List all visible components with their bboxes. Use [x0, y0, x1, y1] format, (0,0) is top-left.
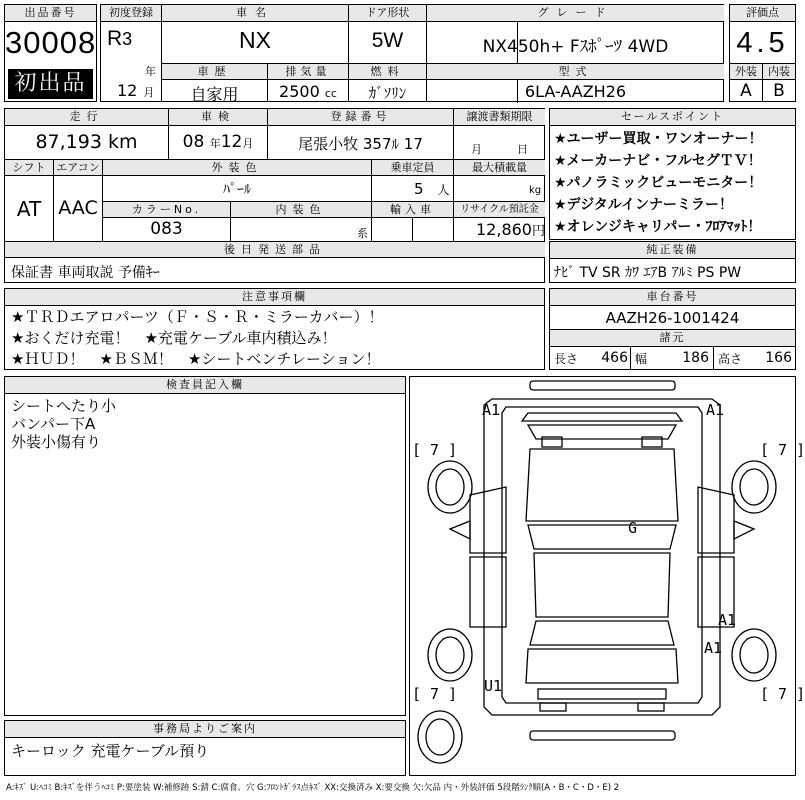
damage-mark: [ 7 ]	[760, 441, 805, 459]
inspector-label: 検査員記入欄	[5, 377, 405, 394]
legend: A:ｷｽﾞ U:ﾍｺﾐ B:ｷｽﾞを伴うﾍｺﾐ P:要塗装 W:補修跡 S:錆 C:腐食、穴 G:ﾌﾛﾝﾄｶﾞﾗｽ点ｷｽﾞ XX:交換済み X:要交換 欠:欠品 内・外装評価 5段階ﾗﾝｸ順(A・B・C・D・E) 2	[6, 783, 620, 793]
inspector-box	[4, 376, 406, 716]
car-name-label: 車名	[162, 5, 348, 21]
inspector-line: バンパー下A	[11, 415, 96, 433]
inspector-line: 外装小傷有り	[11, 433, 102, 451]
inspection-label: 車検	[169, 109, 267, 125]
lot-number-box	[4, 4, 97, 102]
lot-label: 出品番号	[5, 5, 96, 22]
era: R3	[107, 27, 133, 50]
office-label: 事務局よりご案内	[5, 721, 405, 738]
notes-box	[4, 288, 545, 370]
int-color-label: 内装色	[231, 202, 371, 217]
displacement: 2500 cc	[279, 82, 337, 101]
sales-points-label: セールスポイント	[550, 109, 795, 126]
shift-label: シフト	[5, 160, 53, 175]
fuel-label: 燃料	[349, 64, 426, 79]
damage-mark: A1	[482, 401, 501, 419]
damage-mark: U1	[484, 677, 503, 695]
grade: NX450h+ Fｽﾎﾟｰﾂ 4WD	[482, 37, 669, 57]
score-label: 評価点	[730, 5, 795, 22]
ext-color: ﾊﾟｰﾙ	[223, 182, 251, 198]
length: 長さ 466	[554, 350, 628, 366]
notes-lines	[11, 307, 384, 370]
door-label: ドア形状	[349, 5, 426, 21]
history-label: 車歴	[162, 64, 267, 79]
interior-score: B	[773, 81, 785, 101]
fuel: ｶﾞｿﾘﾝ	[368, 84, 407, 102]
sales-point-item: ★ユーザー買取・ワンオーナー！	[554, 131, 763, 147]
chassis-label: 車台番号	[550, 289, 795, 306]
sales-point-item: ★デジタルインナーミラー！	[554, 197, 734, 213]
capacity: 5 人	[414, 180, 450, 198]
registration: 尾張小牧 357ﾙ 17	[298, 135, 423, 153]
exterior-label: 外装	[730, 64, 762, 79]
chassis-box	[549, 288, 796, 330]
dimensions-label: 諸元	[550, 330, 795, 347]
chassis-number: AAZH26-1001424	[605, 309, 740, 327]
door-type: 5W	[371, 29, 404, 52]
car-outline	[410, 377, 795, 775]
recycle-label: リサイクル預託金	[454, 202, 545, 217]
year-suffix: 年	[145, 65, 156, 78]
aircon: AAC	[58, 197, 98, 219]
transfer-day: 日	[517, 143, 528, 156]
damage-mark: A1	[706, 401, 725, 419]
note-line: ★ＨＵＤ！ ★ＢＳＭ！ ★シートベンチレーション！	[11, 350, 381, 368]
first-reg-month: 12 月	[117, 81, 155, 100]
color-no: 083	[150, 219, 183, 239]
sales-point-item: ★オレンジキャリパー・ﾌﾛｱﾏｯﾄ！	[554, 219, 762, 235]
damage-mark: G	[628, 519, 638, 537]
exterior-score: A	[740, 81, 752, 101]
header-grid	[100, 4, 724, 102]
height: 高さ 166	[718, 350, 792, 366]
note-line: ★ＴＲＤエアロパーツ（Ｆ・Ｓ・Ｒ・ミラーカバー）！	[11, 308, 384, 326]
later-parts-label: 後日発送部品	[5, 242, 545, 257]
car-name: NX	[239, 27, 271, 53]
history: 自家用	[190, 85, 239, 104]
office-note: キーロック 充電ケーブル預り	[11, 742, 210, 760]
equipment-box	[549, 241, 796, 283]
ext-color-label: 外装色	[103, 160, 371, 175]
inspection: 08 年12月	[182, 132, 254, 152]
transfer-label: 譲渡書類期限	[454, 109, 545, 125]
displacement-label: 排気量	[268, 64, 348, 79]
load-label: 最大積載量	[454, 160, 545, 175]
registration-label: 登録番号	[268, 109, 453, 125]
note-line: ★おくだけ充電！ ★充電ケーブル車内積込み！	[11, 329, 337, 347]
aircon-label: エアコン	[54, 160, 102, 175]
import-label: 輸入車	[372, 202, 453, 217]
office-box	[4, 720, 406, 776]
sales-points-list	[554, 128, 793, 238]
shift: AT	[16, 197, 42, 221]
sales-points-box	[549, 108, 796, 240]
mileage: 87,193 km	[35, 131, 138, 153]
sales-point-item: ★パノラミックビューモニター！	[554, 175, 763, 191]
lot-number: 30008	[5, 25, 97, 60]
first-listing-badge: 初出品	[8, 69, 93, 99]
damage-mark: [ 7 ]	[412, 441, 458, 459]
damage-mark: A1	[704, 639, 723, 657]
equipment: ﾅﾋﾞ TV SR ｶﾜ ｴｱB ｱﾙﾐ PS PW	[554, 265, 742, 281]
car-diagram	[409, 376, 805, 776]
width: 幅 186	[635, 350, 709, 366]
damage-mark: [ 7 ]	[760, 685, 805, 703]
dimensions-box	[549, 329, 796, 370]
notes-label: 注意事項欄	[5, 289, 544, 306]
score-box	[729, 4, 796, 102]
damage-mark: A1	[718, 611, 737, 629]
score: 4.5	[736, 27, 789, 59]
sales-point-item: ★メーカーナビ・フルセグＴＶ！	[554, 153, 762, 169]
model-label: 型式	[427, 64, 724, 79]
equipment-label: 純正装備	[550, 242, 795, 259]
transfer-month: 月	[471, 143, 482, 156]
grade-label: グレード	[427, 5, 724, 21]
later-parts: 保証書 車両取説 予備ｷｰ	[11, 265, 160, 281]
mileage-label: 走行	[5, 109, 168, 125]
color-no-label: カラーNo.	[103, 202, 230, 217]
interior-label: 内装	[763, 64, 795, 79]
info-grid	[4, 108, 545, 283]
inspector-line: シートへたり小	[11, 397, 117, 415]
capacity-label: 乗車定員	[372, 160, 453, 175]
recycle: 12,860円	[476, 220, 545, 239]
inspector-lines	[11, 397, 116, 451]
model: 6LA-AAZH26	[524, 82, 627, 101]
damage-mark: [ 7 ]	[412, 685, 458, 703]
int-color-suffix: 系	[357, 227, 368, 240]
first-reg-label: 初度登録	[101, 5, 161, 21]
load-unit: kg	[529, 185, 542, 196]
